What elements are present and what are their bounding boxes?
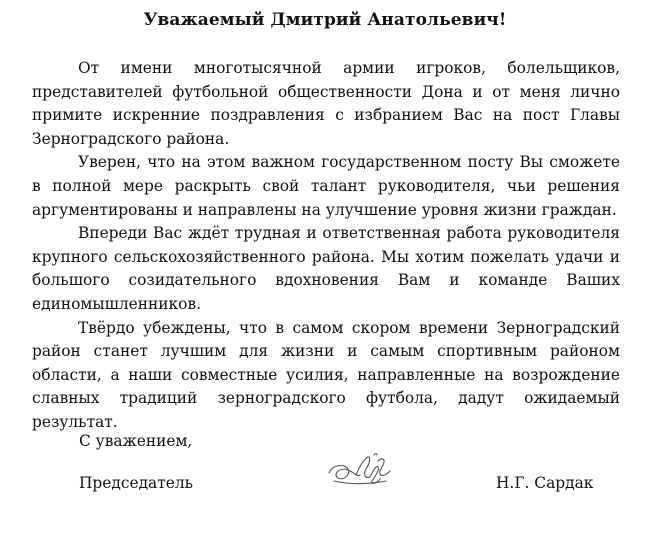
closing-phrase: С уважением, <box>79 432 193 450</box>
signer-name: Н.Г. Сардак <box>496 474 594 492</box>
paragraph-3: Впереди Вас ждёт трудная и ответственная работа руководителя крупного сельскохозяйственного района. Мы хотим пожелать удачи и большого созидательного вдохновения Вам и команде Ваших единомышленников. <box>32 224 620 313</box>
paragraph-1: От имени многотысячной армии игроков, болельщиков, представителей футбольной общественности Дона и от меня лично примите искренние поздравления с избранием Вас на пост Главы Зерноградского района. <box>32 59 620 148</box>
paragraph-2: Уверен, что на этом важном государственном посту Вы сможете в полной мере раскрыть свой талант руководителя, чьи решения аргументированы и направлены на улучшение уровня жизни граждан. <box>32 153 620 219</box>
salutation-heading: Уважаемый Дмитрий Анатольевич! <box>143 10 507 30</box>
signer-position: Председатель <box>79 474 194 492</box>
paragraph-4: Твёрдо убеждены, что в самом скором времени Зерноградский район станет лучшим для жизни и самым спортивным районом области, а наши совместные усилия, направленные на возрождение славных традиций зерноградского футбола, дадут ожидаемый результат. <box>32 318 620 431</box>
signature-icon <box>326 451 396 489</box>
letter-body <box>32 57 620 435</box>
